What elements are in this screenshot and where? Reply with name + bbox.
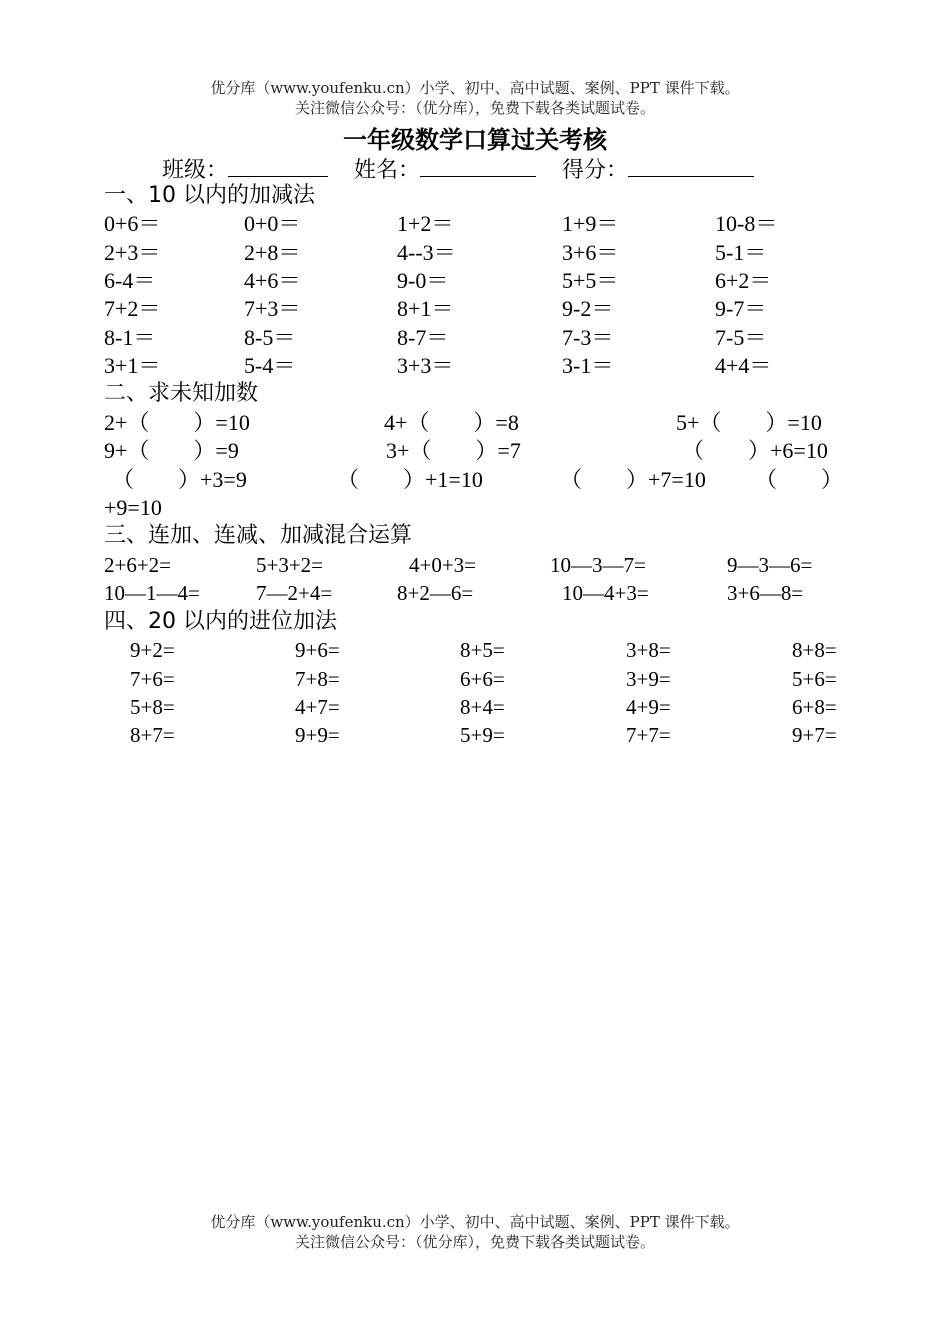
problem: （ ）+6=10 [682,438,828,463]
site-footer [0,1212,950,1252]
problem: 3+6＝ [562,240,619,265]
site-header [0,78,950,118]
problem: 4+4＝ [715,353,772,378]
problem: 0+6＝ [104,211,161,236]
problem: 4+6＝ [244,268,301,293]
problem: +9=10 [104,495,162,520]
problem: 3+6—8= [727,581,804,605]
page-title: 一年级数学口算过关考核 [343,126,607,154]
problem: 5-1＝ [715,240,767,265]
problem: 6+2＝ [715,268,772,293]
problem: 10—4+3= [562,581,649,605]
problem: 8+7= [130,723,175,747]
problem: 6+8= [792,695,837,719]
problem: 7-5＝ [715,325,767,350]
problem: 4--3＝ [397,240,456,265]
header-line-2: 关注微信公众号：（优分库），免费下载各类试题试卷。 [294,99,655,117]
name-label: 姓名： [354,158,421,183]
problem: 4+0+3= [409,553,477,577]
section-4-heading: 四、20 以内的进位加法 [104,609,337,634]
problem: 8+4= [460,695,505,719]
footer-line-2: 关注微信公众号：（优分库），免费下载各类试题试卷。 [294,1233,655,1251]
problem: （ ）+1=10 [337,467,483,492]
problem: 9+2= [130,638,175,662]
problem: 9-2＝ [562,296,614,321]
problem: 5-4＝ [244,353,296,378]
problem: （ ）+3=9 [112,467,247,492]
problem: 4+（ ）=8 [384,410,519,435]
problem: 9—3—6= [727,553,813,577]
problem: 3+3＝ [397,353,454,378]
score-blank [628,154,754,177]
problem: 8-1＝ [104,325,156,350]
problem: 4+7= [295,695,340,719]
footer-line-1: 优分库（www.youfenku.cn）小学、初中、高中试题、案例、PPT 课件下载。 [210,1213,740,1231]
problem: 8-5＝ [244,325,296,350]
problem: 3+9= [626,667,671,691]
problem: 7+2＝ [104,296,161,321]
problem: 8+1＝ [397,296,454,321]
problem: 5+3+2= [256,553,324,577]
problem: 3+（ ）=7 [386,438,521,463]
problem: 6+6= [460,667,505,691]
problem: 5+5＝ [562,268,619,293]
section-3-heading: 三、连加、连减、加减混合运算 [104,523,413,548]
problem: 7-3＝ [562,325,614,350]
problem: 7+8= [295,667,340,691]
problem: 8+5= [460,638,505,662]
problem: 2+6+2= [104,553,172,577]
problem: 10-8＝ [715,211,778,236]
problem: 7—2+4= [256,581,333,605]
problem: 2+3＝ [104,240,161,265]
problem: 9+（ ）=9 [104,438,239,463]
problem: 6-4＝ [104,268,156,293]
problem: 7+3＝ [244,296,301,321]
problem: 10—3—7= [550,553,646,577]
section-1-heading: 一、10 以内的加减法 [104,183,315,208]
problem: 9+7= [792,723,837,747]
problem: 5+9= [460,723,505,747]
problem: 8-7＝ [397,325,449,350]
problem: （ ） [755,467,844,492]
problem: 9+9= [295,723,340,747]
problem: 7+6= [130,667,175,691]
problem: 3+8= [626,638,671,662]
problem: 5+8= [130,695,175,719]
section-2-heading: 二、求未知加数 [104,381,259,406]
score-label: 得分： [562,158,629,183]
problem: 7+7= [626,723,671,747]
problem: 9-7＝ [715,296,767,321]
problem: 0+0＝ [244,211,301,236]
header-line-1: 优分库（www.youfenku.cn）小学、初中、高中试题、案例、PPT 课件下载。 [210,79,740,97]
problem: 4+9= [626,695,671,719]
problem: 9-0＝ [397,268,449,293]
problem: 3-1＝ [562,353,614,378]
class-blank [228,154,328,177]
problem: 5+6= [792,667,837,691]
problem: （ ）+7=10 [560,467,706,492]
problem: 1+2＝ [397,211,454,236]
class-label: 班级： [162,158,229,183]
problem: 3+1＝ [104,353,161,378]
problem: 8+8= [792,638,837,662]
problem: 10—1—4= [104,581,200,605]
problem: 5+（ ）=10 [676,410,822,435]
student-info-line [162,154,754,185]
problem: 2+8＝ [244,240,301,265]
problem: 2+（ ）=10 [104,410,250,435]
name-blank [420,154,536,177]
problem: 1+9＝ [562,211,619,236]
problem: 8+2—6= [397,581,474,605]
problem: 9+6= [295,638,340,662]
